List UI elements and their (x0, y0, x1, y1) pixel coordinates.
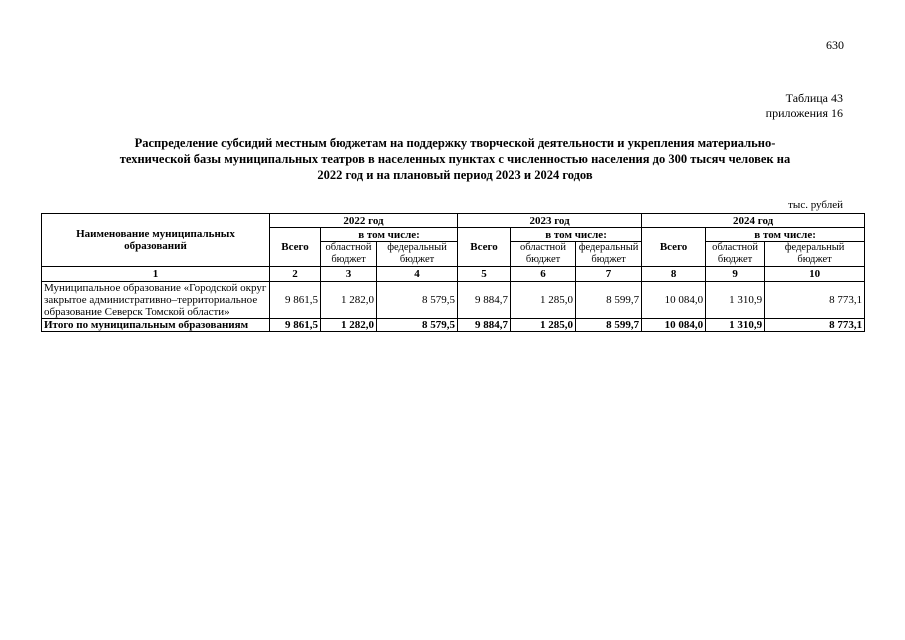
regional-header-2024: областной бюджет (706, 242, 765, 267)
value-cell: 9 861,5 (270, 282, 321, 319)
units-label: тыс. рублей (788, 199, 843, 211)
including-header-2023: в том числе: (511, 228, 642, 242)
page-number: 630 (826, 38, 844, 52)
year-header-2023: 2023 год (458, 214, 642, 228)
total-value-cell: 1 282,0 (321, 319, 377, 332)
year-header-2022: 2022 год (270, 214, 458, 228)
value-cell: 10 084,0 (642, 282, 706, 319)
table-reference-line2: приложения 16 (765, 106, 843, 120)
regional-header-2022: областной бюджет (321, 242, 377, 267)
federal-header-2023: федеральный бюджет (576, 242, 642, 267)
column-number: 10 (765, 267, 865, 282)
document-title (60, 135, 850, 183)
including-header-2022: в том числе: (321, 228, 458, 242)
total-row (42, 319, 865, 332)
table-row (42, 282, 865, 319)
total-header-2022: Всего (270, 228, 321, 267)
title-line3: 2022 год и на плановый период 2023 и 2024 годов (317, 168, 593, 182)
value-cell: 1 310,9 (706, 282, 765, 319)
federal-header-2024: федеральный бюджет (765, 242, 865, 267)
column-number: 3 (321, 267, 377, 282)
total-value-cell: 1 285,0 (511, 319, 576, 332)
value-cell: 8 773,1 (765, 282, 865, 319)
value-cell: 1 285,0 (511, 282, 576, 319)
total-value-cell: 1 310,9 (706, 319, 765, 332)
subsidy-table (41, 213, 865, 332)
total-row-label: Итого по муниципальным образованиям (42, 319, 270, 332)
table-reference-line1: Таблица 43 (785, 91, 843, 105)
column-number-row (42, 267, 865, 282)
total-header-2024: Всего (642, 228, 706, 267)
column-number: 2 (270, 267, 321, 282)
total-value-cell: 8 773,1 (765, 319, 865, 332)
value-cell: 8 579,5 (377, 282, 458, 319)
column-number: 7 (576, 267, 642, 282)
column-number: 9 (706, 267, 765, 282)
column-number: 4 (377, 267, 458, 282)
column-number: 6 (511, 267, 576, 282)
value-cell: 1 282,0 (321, 282, 377, 319)
total-value-cell: 8 599,7 (576, 319, 642, 332)
federal-header-2022: федеральный бюджет (377, 242, 458, 267)
value-cell: 9 884,7 (458, 282, 511, 319)
title-line1: Распределение субсидий местным бюджетам на поддержку творческой деятельности и укрепления материально- (134, 136, 776, 150)
total-value-cell: 9 861,5 (270, 319, 321, 332)
header-row-years (42, 214, 865, 228)
table-reference (766, 91, 843, 121)
column-number: 5 (458, 267, 511, 282)
year-header-2024: 2024 год (642, 214, 865, 228)
municipality-name: Муниципальное образование «Городской округ закрытое административно–территориальное образование Северск Томской области» (42, 282, 270, 319)
total-value-cell: 10 084,0 (642, 319, 706, 332)
regional-header-2023: областной бюджет (511, 242, 576, 267)
total-header-2023: Всего (458, 228, 511, 267)
title-line2: технической базы муниципальных театров в населенных пунктах с численностью населения до 300 тысяч человек на (119, 152, 791, 166)
value-cell: 8 599,7 (576, 282, 642, 319)
column-number: 1 (42, 267, 270, 282)
total-value-cell: 9 884,7 (458, 319, 511, 332)
including-header-2024: в том числе: (706, 228, 865, 242)
name-column-header: Наименование муниципальных образований (42, 214, 270, 267)
total-value-cell: 8 579,5 (377, 319, 458, 332)
column-number: 8 (642, 267, 706, 282)
